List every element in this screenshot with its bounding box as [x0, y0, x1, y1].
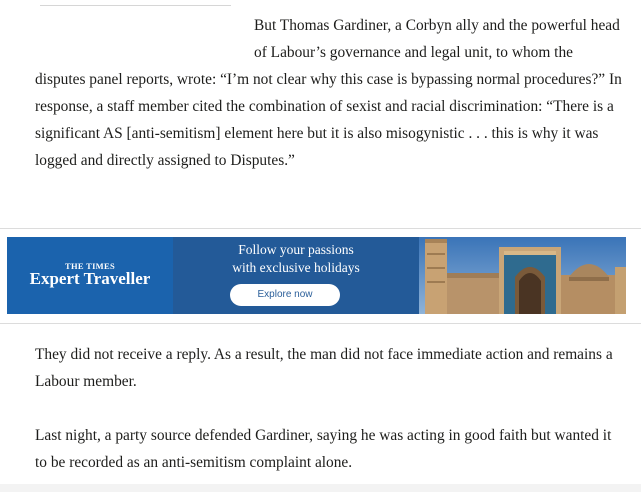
- ad-headline-line-2: with exclusive holidays: [232, 260, 360, 275]
- explore-now-button[interactable]: Explore now: [230, 284, 340, 306]
- ad-destination-photo: [419, 237, 626, 314]
- article-paragraph-2: They did not receive a reply. As a result, the man did not face immediate action and remains a Labour member.: [35, 346, 613, 390]
- ad-brand-panel: [7, 237, 173, 314]
- top-divider: [40, 5, 231, 6]
- ad-promo-panel: [173, 237, 419, 314]
- ad-top-divider: [0, 228, 641, 229]
- bottom-shade: [0, 484, 641, 492]
- article-paragraph-1: [35, 12, 625, 174]
- ad-bottom-divider: [0, 323, 641, 324]
- ad-headline-line-1: Follow your passions: [238, 242, 354, 257]
- ad-brand-name: Expert Traveller: [29, 269, 151, 288]
- ad-brand-small: THE TIMES: [64, 261, 116, 271]
- expert-traveller-ad-banner[interactable]: [7, 237, 626, 314]
- article-paragraph-3: Last night, a party source defended Gardiner, saying he was acting in good faith but wanted it to be recorded as an anti-semitism complaint alone.: [35, 427, 612, 471]
- paragraph-1-text: But Thomas Gardiner, a Corbyn ally and the powerful head of Labour’s governance and legal unit, to whom the disputes panel reports, wrote: “I’m not clear why this case is bypassing normal procedures?” In response, a staff member cited the combination of sexist and racial discrimination: “There is a significant AS [anti-semitism] element here but it is also misogynistic . . . this is why it was logged and directly assigned to Disputes.”: [35, 17, 622, 169]
- float-spacer: [35, 12, 254, 66]
